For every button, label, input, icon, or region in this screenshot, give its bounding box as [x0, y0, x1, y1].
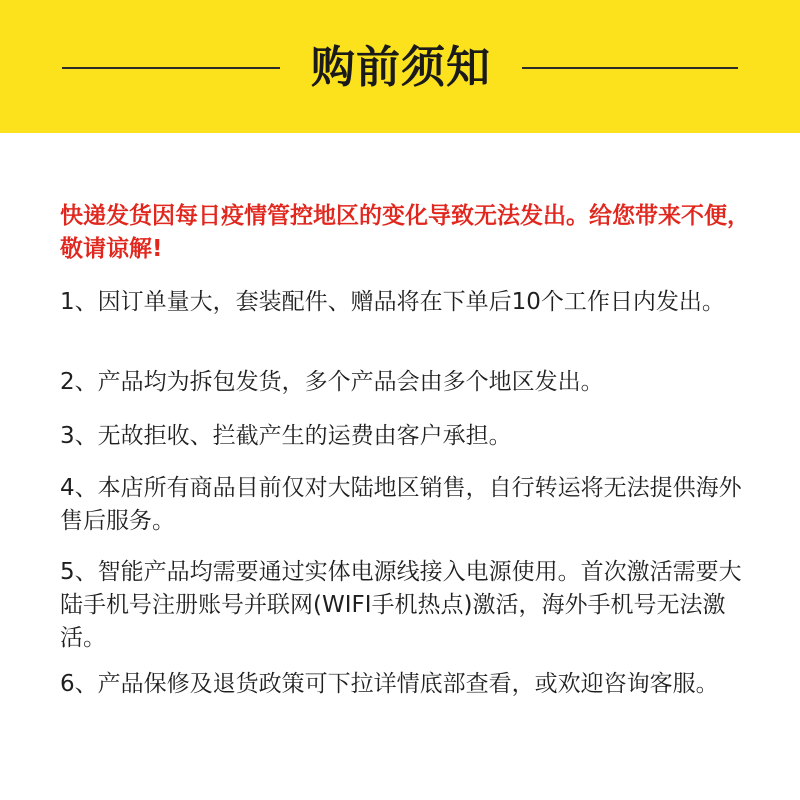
header-banner: [0, 0, 800, 133]
notice-item-5: 5、智能产品均需要通过实体电源线接入电源使用。首次激活需要大陆手机号注册账号并联网(WIFI手机热点)激活，海外手机号无法激活。: [60, 559, 742, 651]
notice-item-1: 1、因订单量大，套装配件、赠品将在下单后10个工作日内发出。: [60, 289, 725, 315]
header-divider-left: [62, 67, 280, 69]
notice-item-4: 4、本店所有商品目前仅对大陆地区销售，自行转运将无法提供海外售后服务。: [60, 475, 742, 534]
notice-item-6: 6、产品保修及退货政策可下拉详情底部查看，或欢迎咨询客服。: [60, 671, 719, 697]
header-divider-right: [522, 67, 738, 69]
notice-item-3: 3、无故拒收、拦截产生的运费由客户承担。: [60, 423, 512, 449]
notice-item-2: 2、产品均为拆包发货，多个产品会由多个地区发出。: [60, 369, 604, 395]
page-title: 购前须知: [311, 42, 491, 93]
shipping-warning: 快递发货因每日疫情管控地区的变化导致无法发出。给您带来不便，敬请谅解!: [60, 203, 750, 262]
